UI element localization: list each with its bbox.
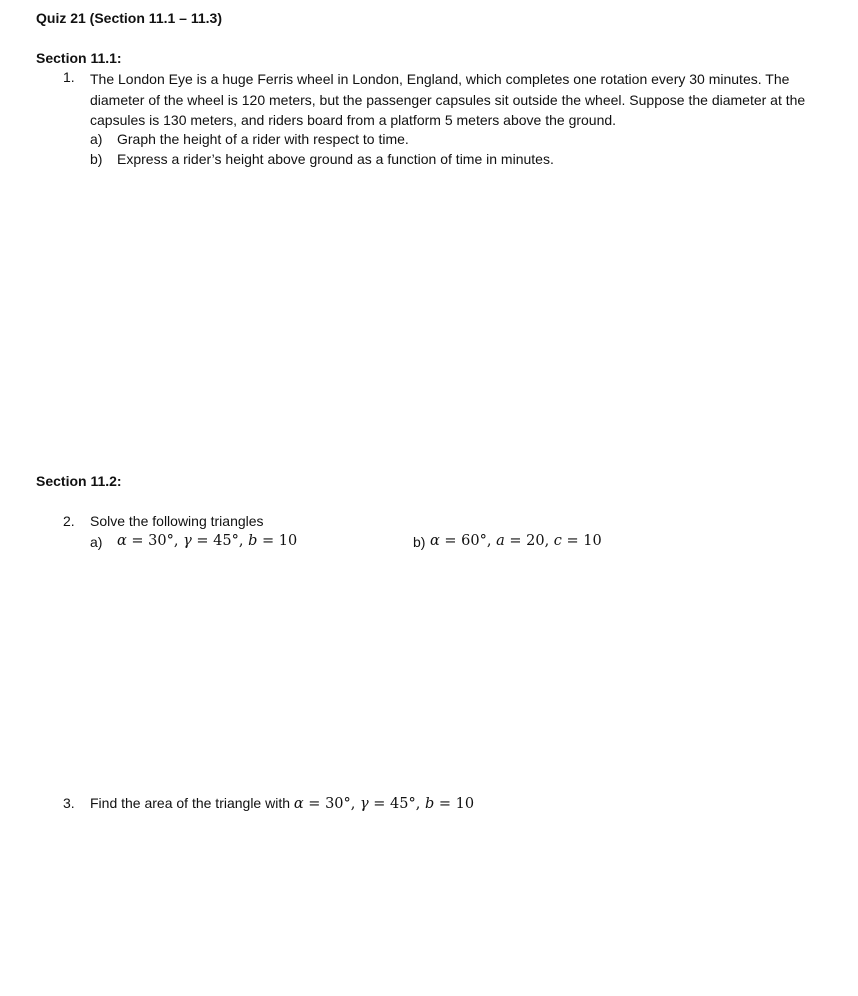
b-symbol: b bbox=[424, 796, 435, 812]
gamma-symbol: γ bbox=[360, 796, 369, 812]
question-1-number: 1. bbox=[63, 69, 75, 85]
question-2-text: Solve the following triangles bbox=[90, 513, 264, 529]
alpha-value: = 60°, bbox=[439, 533, 497, 549]
alpha-value: = 30°, bbox=[303, 796, 360, 812]
alpha-symbol: α bbox=[117, 533, 127, 549]
question-2-number: 2. bbox=[63, 513, 75, 529]
question-2b-label: b) bbox=[413, 534, 426, 550]
question-1a-label: a) bbox=[90, 131, 103, 147]
a-value: = 20, bbox=[504, 533, 554, 549]
b-symbol: b bbox=[248, 533, 258, 549]
question-3-number: 3. bbox=[63, 795, 75, 811]
gamma-value: = 45°, bbox=[368, 796, 425, 812]
question-1a-text: Graph the height of a rider with respect to time. bbox=[117, 131, 409, 147]
alpha-value: = 30°, bbox=[126, 533, 184, 549]
c-symbol: c bbox=[553, 533, 562, 549]
b-value: = 10 bbox=[257, 533, 298, 549]
question-1b-label: b) bbox=[90, 151, 103, 167]
question-3-expression bbox=[294, 796, 474, 812]
question-2a-expression bbox=[117, 533, 297, 549]
section-heading-11-2: Section 11.2: bbox=[36, 473, 122, 489]
question-2a-label: a) bbox=[90, 534, 103, 550]
question-3-text: Find the area of the triangle with bbox=[90, 795, 294, 811]
alpha-symbol: α bbox=[293, 796, 304, 812]
section-heading-11-1: Section 11.1: bbox=[36, 50, 122, 66]
question-2b-expression bbox=[430, 533, 602, 549]
question-1b-text: Express a rider’s height above ground as a function of time in minutes. bbox=[117, 151, 554, 167]
b-value: = 10 bbox=[434, 796, 475, 812]
alpha-symbol: α bbox=[430, 533, 440, 549]
c-value: = 10 bbox=[561, 533, 602, 549]
quiz-title: Quiz 21 (Section 11.1 – 11.3) bbox=[36, 10, 222, 26]
question-1-text: The London Eye is a huge Ferris wheel in London, England, which completes one rotation every 30 minutes. The diameter of the wheel is 120 meters, but the passenger capsules sit outside the wheel. Suppose the diameter at the capsules is 130 meters, and riders board from a platform 5 meters above the ground. bbox=[90, 71, 806, 128]
a-symbol: a bbox=[496, 533, 505, 549]
question-3-text-line bbox=[90, 795, 474, 812]
gamma-symbol: γ bbox=[183, 533, 192, 549]
gamma-value: = 45°, bbox=[191, 533, 249, 549]
